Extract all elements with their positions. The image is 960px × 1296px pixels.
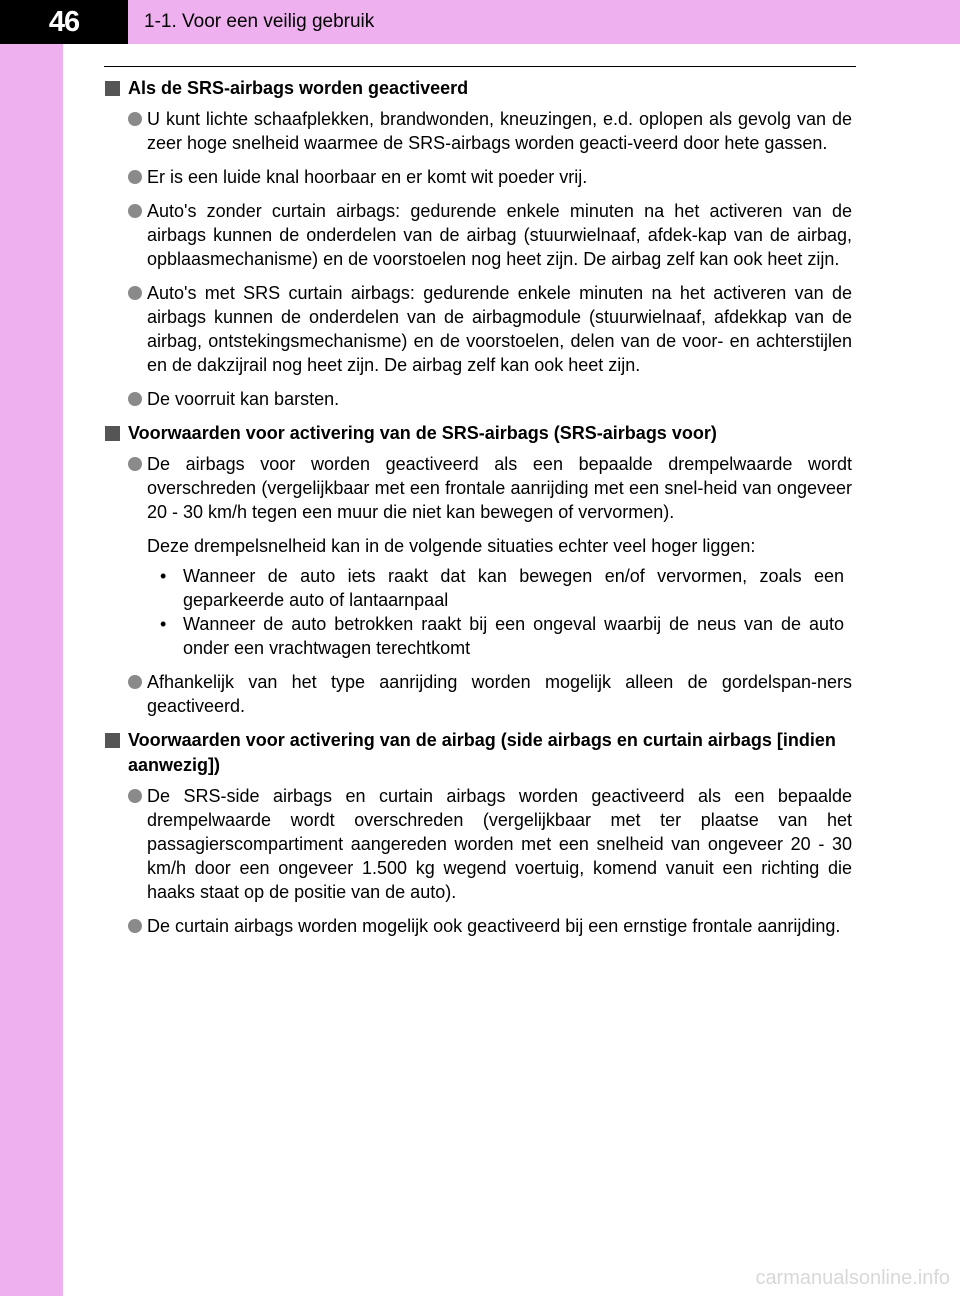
- header-rule: [104, 66, 856, 67]
- section-heading-text: Voorwaarden voor activering van de SRS-airbags (SRS-airbags voor): [128, 423, 717, 443]
- list-item: [128, 784, 852, 904]
- list-item-followup: Deze drempelsnelheid kan in de volgende situaties echter veel hoger liggen:: [147, 536, 756, 556]
- round-bullet-icon: [128, 112, 142, 126]
- round-bullet-icon: [128, 392, 142, 406]
- square-bullet-icon: [105, 426, 120, 441]
- sub-list-item-text: Wanneer de auto iets raakt dat kan bewegen en/of vervormen, zoals een geparkeerde auto of lantaarnpaal: [183, 566, 844, 610]
- round-bullet-icon: [128, 789, 142, 803]
- page-content: [104, 76, 852, 948]
- round-bullet-icon: [128, 204, 142, 218]
- section-heading: [104, 421, 852, 446]
- round-bullet-icon: [128, 457, 142, 471]
- round-bullet-icon: [128, 286, 142, 300]
- section-heading: [104, 728, 852, 778]
- square-bullet-icon: [105, 733, 120, 748]
- list-item: [128, 107, 852, 155]
- section-heading: [104, 76, 852, 101]
- round-bullet-icon: [128, 919, 142, 933]
- round-bullet-icon: [128, 170, 142, 184]
- dot-marker-icon: •: [160, 566, 167, 586]
- watermark: carmanualsonline.info: [755, 1267, 950, 1289]
- section-heading-text: Voorwaarden voor activering van de airbag (side airbags en curtain airbags [indien aanwezig]): [128, 730, 836, 775]
- list-item-text: De voorruit kan barsten.: [147, 389, 340, 409]
- list-item: [128, 452, 852, 660]
- sub-list: [147, 564, 852, 660]
- list-item-text: De airbags voor worden geactiveerd als een bepaalde drempelwaarde wordt overschreden (vergelijkbaar met een frontale aanrijding met een snel-heid van ongeveer 20 - 30 km/h tegen een muur die niet kan bewegen of vervormen).: [147, 454, 852, 522]
- section-heading-text: Als de SRS-airbags worden geactiveerd: [128, 78, 469, 98]
- list-item: [128, 387, 852, 411]
- section-title: 1-1. Voor een veilig gebruik: [144, 11, 375, 32]
- list-item: [128, 165, 852, 189]
- sub-list-item-text: Wanneer de auto betrokken raakt bij een ongeval waarbij de neus van de auto onder een vrachtwagen terechtkomt: [183, 614, 844, 658]
- list-item-text: Afhankelijk van het type aanrijding worden mogelijk alleen de gordelspan-ners geactiveerd.: [147, 672, 852, 716]
- list-item: [128, 199, 852, 271]
- list-item: [128, 670, 852, 718]
- sub-list-item: [147, 564, 852, 612]
- list-item: [128, 281, 852, 377]
- round-bullet-icon: [128, 675, 142, 689]
- list-item-text: Er is een luide knal hoorbaar en er komt wit poeder vrij.: [147, 167, 588, 187]
- dot-marker-icon: •: [160, 614, 167, 634]
- list-item: [128, 914, 852, 938]
- list-item-text: Auto's zonder curtain airbags: gedurende enkele minuten na het activeren van de airbags kunnen de onderdelen van de airbag (stuurwielnaaf, afdek-kap van de airbag, opblaasmechanisme) en de voorstoelen nog heet zijn. De airbag zelf kan ook heet zijn.: [147, 201, 852, 269]
- list-item-text: De curtain airbags worden mogelijk ook geactiveerd bij een ernstige frontale aanrijding.: [147, 916, 841, 936]
- page-number: 46: [0, 0, 128, 44]
- header-bar: [0, 0, 960, 44]
- list-item-text: De SRS-side airbags en curtain airbags worden geactiveerd als een bepaalde drempelwaarde wordt overschreden (vergelijkbaar met ter plaatse van het passagierscompartiment aangereden worden met een snelheid van ongeveer 20 - 30 km/h door een ongeveer 1.500 kg wegend voertuig, komend vanuit een richting die haaks staat op de positie van de auto).: [147, 786, 852, 902]
- list-item-text: Auto's met SRS curtain airbags: gedurende enkele minuten na het activeren van de airbags kunnen de onderdelen van de airbagmodule (stuurwielnaaf, afdekkap van de airbag, ontstekingsmechanisme) en de voorstoelen, delen van de voor- en achterstijlen en de dakzijrail nog heet zijn. De airbag zelf kan ook heet zijn.: [147, 283, 852, 375]
- side-color-band: [0, 0, 63, 1296]
- square-bullet-icon: [105, 81, 120, 96]
- list-item-text: U kunt lichte schaafplekken, brandwonden, kneuzingen, e.d. oplopen als gevolg van de zeer hoge snelheid waarmee de SRS-airbags worden geacti-veerd door hete gassen.: [147, 109, 852, 153]
- sub-list-item: [147, 612, 852, 660]
